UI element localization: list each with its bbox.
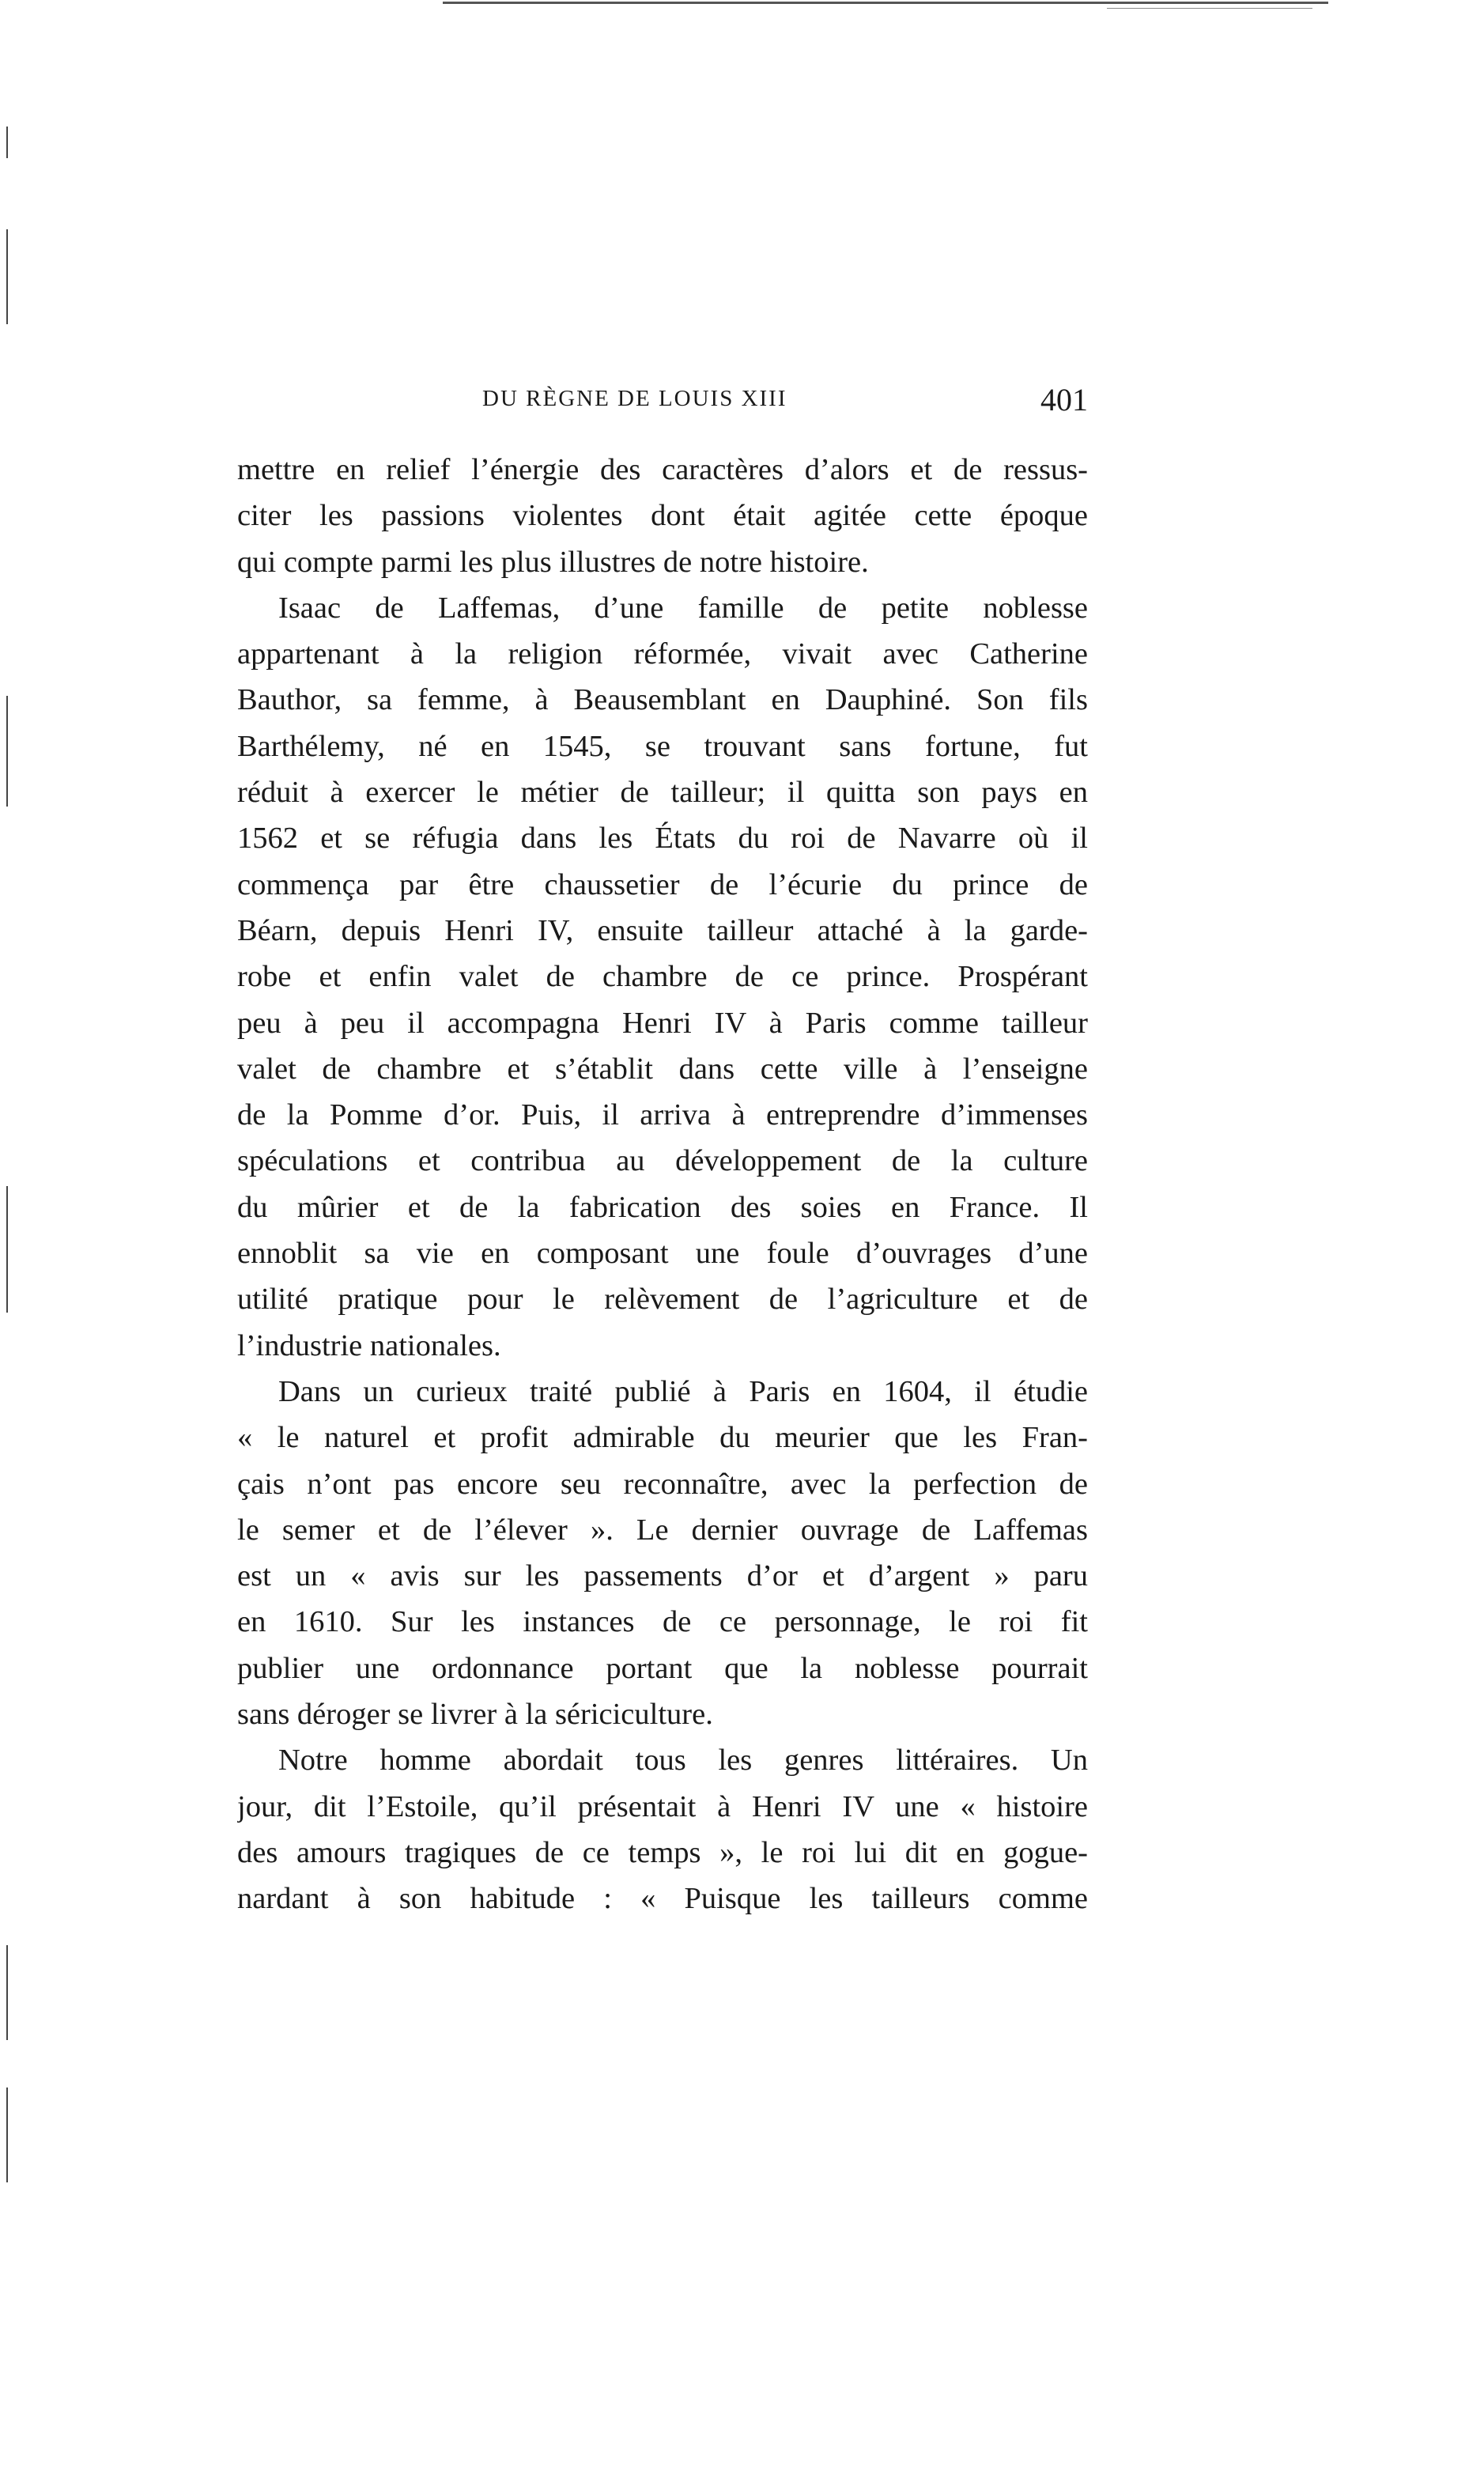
scan-margin-mark: [6, 229, 8, 324]
text-line: 1562 et se réfugia dans les États du roi de Navarre où il: [237, 822, 1088, 856]
text-line: utilité pratique pour le relèvement de l’agriculture et de: [237, 1283, 1088, 1317]
text-line: du mûrier et de la fabrication des soies en France. Il: [237, 1190, 1088, 1224]
scan-edge-rule-thin: [1107, 8, 1312, 9]
text-line: « le naturel et profit admirable du meurier que les Fran-: [237, 1421, 1088, 1455]
text-line: Dans un curieux traité publié à Paris en 1604, il étudie: [278, 1374, 1088, 1408]
text-line: citer les passions violentes dont était agitée cette époque: [237, 499, 1088, 533]
scan-margin-mark: [6, 1186, 8, 1313]
text-line: en 1610. Sur les instances de ce personnage, le roi fit: [237, 1605, 1088, 1639]
text-line: mettre en relief l’énergie des caractères d’alors et de ressus-: [237, 453, 1088, 486]
text-line: est un « avis sur les passements d’or et d’argent » paru: [237, 1559, 1088, 1593]
scan-margin-mark: [6, 127, 8, 158]
scan-margin-mark: [6, 696, 8, 807]
text-line: Barthélemy, né en 1545, se trouvant sans fortune, fut: [237, 729, 1088, 763]
text-line: Isaac de Laffemas, d’une famille de petite noblesse: [278, 591, 1088, 625]
body-text: [237, 447, 1088, 1922]
text-line: Béarn, depuis Henri IV, ensuite tailleur attaché à la garde-: [237, 913, 1088, 947]
text-line: peu à peu il accompagna Henri IV à Paris comme tailleur: [237, 1006, 1088, 1040]
text-line: robe et enfin valet de chambre de ce prince. Prospérant: [237, 960, 1088, 994]
running-title: DU RÈGNE DE LOUIS XIII: [482, 386, 787, 411]
text-line: réduit à exercer le métier de tailleur; il quitta son pays en: [237, 776, 1088, 810]
text-line: de la Pomme d’or. Puis, il arriva à entreprendre d’immenses: [237, 1098, 1088, 1132]
text-line: nardant à son habitude : « Puisque les tailleurs comme: [237, 1882, 1088, 1916]
text-line: l’industrie nationales.: [237, 1328, 501, 1362]
text-line: valet de chambre et s’établit dans cette ville à l’enseigne: [237, 1052, 1088, 1086]
scan-margin-mark: [6, 2088, 8, 2182]
text-line: spéculations et contribua au développement de la culture: [237, 1144, 1088, 1178]
text-line: qui compte parmi les plus illustres de notre histoire.: [237, 545, 869, 579]
text-line: ennoblit sa vie en composant une foule d’ouvrages d’une: [237, 1237, 1088, 1271]
text-line: appartenant à la religion réformée, vivait avec Catherine: [237, 637, 1088, 671]
text-line: jour, dit l’Estoile, qu’il présentait à Henri IV une « histoire: [237, 1789, 1088, 1823]
text-line: çais n’ont pas encore seu reconnaître, avec la perfection de: [237, 1467, 1088, 1501]
text-line: Bauthor, sa femme, à Beausemblant en Dauphiné. Son fils: [237, 683, 1088, 717]
running-head: [237, 382, 1088, 433]
text-line: des amours tragiques de ce temps », le roi lui dit en gogue-: [237, 1835, 1088, 1869]
text-line: Notre homme abordait tous les genres littéraires. Un: [278, 1744, 1088, 1778]
text-line: le semer et de l’élever ». Le dernier ouvrage de Laffemas: [237, 1513, 1088, 1547]
scan-margin-mark: [6, 1945, 8, 2040]
text-line: commença par être chaussetier de l’écurie du prince de: [237, 867, 1088, 901]
text-line: sans déroger se livrer à la sériciculture.: [237, 1698, 713, 1732]
text-line: publier une ordonnance portant que la noblesse pourrait: [237, 1651, 1088, 1685]
page-number: 401: [1040, 382, 1088, 418]
scan-edge-rule: [443, 2, 1328, 4]
